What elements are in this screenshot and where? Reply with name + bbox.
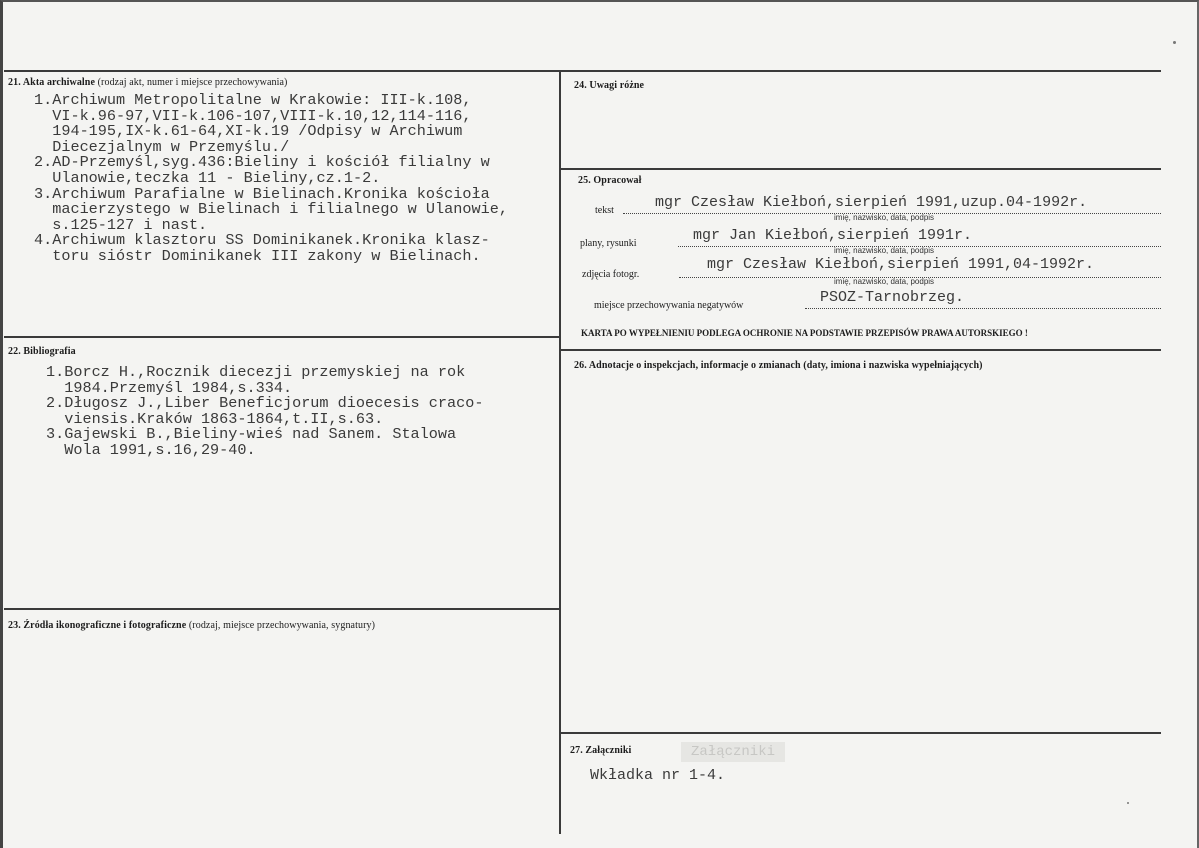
bibliography-line-1: 1.Borcz H.,Rocznik diecezji przemyskiej na rok xyxy=(46,363,466,381)
attachments-value: Wkładka nr 1-4. xyxy=(590,767,726,784)
archive-records-line-8: macierzystego w Bielinach i filialnego w Ulanowie, xyxy=(34,200,508,219)
section-22-heading: 22. Bibliografia xyxy=(8,346,76,357)
bibliography-line-5: 3.Gajewski B.,Bieliny-wieś nad Sanem. Stalowa xyxy=(46,425,457,444)
archive-records-line-4: Diecezjalnym w Przemyślu./ xyxy=(34,137,290,156)
section-23-subtitle: (rodzaj, miejsce przechowywania, sygnatury) xyxy=(188,620,376,631)
right-rule-1 xyxy=(560,168,1161,170)
attachments-stamp: Załączniki xyxy=(681,742,785,762)
archive-records-line-3: 194-195,IX-k.61-64,XI-k.19 /Odpisy w Archiwum xyxy=(34,122,463,141)
text-author-label: tekst xyxy=(595,205,614,216)
archive-records-line-2: VI-k.96-97,VII-k.106-107,VIII-k.10,12,114-116, xyxy=(34,106,472,125)
section-21-heading xyxy=(8,77,287,88)
copyright-notice: KARTA PO WYPEŁNIENIU PODLEGA OCHRONIE NA PODSTAWIE PRZEPISÓW PRAWA AUTORSKIEGO ! xyxy=(581,328,1028,338)
section-21-subtitle: (rodzaj akt, numer i miejsce przechowywania) xyxy=(97,77,288,88)
drawings-author-label: plany, rysunki xyxy=(580,238,637,249)
archive-records-line-5: 2.AD-Przemyśl,syg.436:Bieliny i kościół filialny w xyxy=(34,153,490,172)
photos-author-hint: imię, nazwisko, data, podpis xyxy=(834,277,935,286)
photos-author-label: zdjęcia fotogr. xyxy=(582,269,640,280)
section-26-heading xyxy=(574,360,983,371)
archive-records-line-6: Ulanowie,teczka 11 - Bieliny,cz.1-2. xyxy=(34,168,381,187)
bibliography-line-4: viensis.Kraków 1863-1864,t.II,s.63. xyxy=(46,409,384,428)
negatives-location-dots xyxy=(805,308,1161,309)
text-author-hint: imię, nazwisko, data, podpis xyxy=(834,213,935,222)
section-26-title: 26. Adnotacje o inspekcjach, informacje o zmianach xyxy=(574,360,801,371)
bibliography-line-2: 1984.Przemyśl 1984,s.334. xyxy=(46,378,293,397)
right-rule-2 xyxy=(560,349,1161,351)
drawings-author-hint: imię, nazwisko, data, podpis xyxy=(834,246,935,255)
left-rule-1 xyxy=(4,336,560,338)
archive-records-line-1: 1.Archiwum Metropolitalne w Krakowie: III-k.108, xyxy=(34,91,472,109)
section-24-heading: 24. Uwagi różne xyxy=(574,80,645,91)
archive-records-line-7: 3.Archiwum Parafialne w Bielinach.Kronika kościoła xyxy=(34,184,490,203)
photos-author-value: mgr Czesław Kiełboń,sierpień 1991,04-1992r. xyxy=(707,256,1095,273)
left-rule-2 xyxy=(4,608,560,610)
right-rule-3 xyxy=(560,732,1161,734)
paper-speck xyxy=(1173,41,1176,44)
archive-records-line-10: 4.Archiwum klasztoru SS Dominikanek.Kronika klasz- xyxy=(34,231,490,250)
column-divider xyxy=(559,70,561,834)
top-rule xyxy=(4,70,1161,72)
text-author-value: mgr Czesław Kiełboń,sierpień 1991,uzup.04-1992r. xyxy=(655,194,1088,211)
section-23-title: 23. Źródła ikonograficzne i fotograficzne xyxy=(8,620,187,631)
archive-records-line-9: s.125-127 i nast. xyxy=(34,215,208,234)
section-27-heading: 27. Załączniki xyxy=(570,745,632,756)
section-21-title: 21. Akta archiwalne xyxy=(8,77,95,88)
section-21-text xyxy=(34,93,508,265)
bibliography-line-3: 2.Długosz J.,Liber Beneficjorum dioecesis craco- xyxy=(46,394,484,413)
section-25-heading: 25. Opracował xyxy=(578,175,642,186)
section-23-heading xyxy=(8,620,375,631)
negatives-location-label: miejsce przechowywania negatywów xyxy=(594,300,744,311)
negatives-location-value: PSOZ-Tarnobrzeg. xyxy=(820,289,965,306)
section-26-subtitle: (daty, imiona i nazwiska wypełniających) xyxy=(803,360,983,371)
paper-speck-2 xyxy=(1127,802,1129,804)
section-22-text xyxy=(46,365,483,459)
bibliography-line-6: Wola 1991,s.16,29-40. xyxy=(46,440,256,459)
archive-records-line-11: toru sióstr Dominikanek III zakony w Bielinach. xyxy=(34,246,481,265)
drawings-author-value: mgr Jan Kiełboń,sierpień 1991r. xyxy=(693,227,973,244)
